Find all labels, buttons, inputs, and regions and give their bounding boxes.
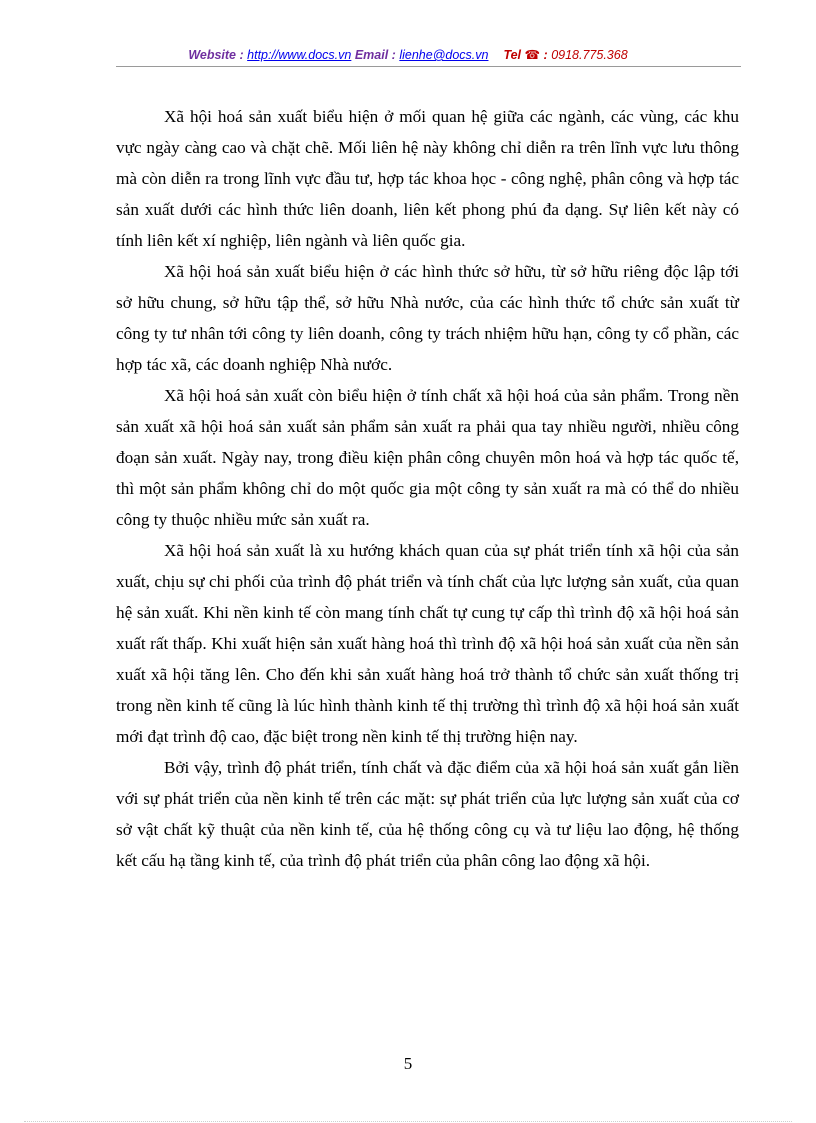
paragraph: Bởi vậy, trình độ phát triển, tính chất và đặc điểm của xã hội hoá sản xuất gắn liền với sự phát triển của nền kinh tế trên các mặt: sự phát triển của lực lượng sản xuất của cơ sở vật chất kỹ thuật của nền kinh tế, của hệ thống công cụ và tư liệu lao động, hệ thống kết cấu hạ tầng kinh tế, của trình độ phát triển của phân công lao động xã hội.: [116, 758, 739, 870]
paragraph: Xã hội hoá sản xuất là xu hướng khách quan của sự phát triển tính xã hội của sản xuất, chịu sự chi phối của trình độ phát triển và tính chất của lực lượng sản xuất, của quan hệ sản xuất. Khi nền kinh tế còn mang tính chất tự cung tự cấp thì trình độ xã hội hoá sản xuất rất thấp. Khi xuất hiện sản xuất hàng hoá thì trình độ xã hội hoá sản xuất của nền sản xuất xã hội tăng lên. Cho đến khi sản xuất hàng hoá trở thành tổ chức sản xuất thống trị trong nền kinh tế cũng là lúc hình thành kinh tế thị trường thì trình độ xã hội hoá sản xuất mới đạt trình độ cao, đặc biệt trong nền kinh tế thị trường hiện nay.: [116, 541, 739, 746]
page-header: [0, 47, 816, 62]
website-label: Website :: [188, 48, 244, 62]
email-label: Email :: [354, 48, 396, 62]
document-body: [116, 101, 739, 876]
footer-divider: [24, 1121, 792, 1122]
header-divider: [116, 66, 741, 67]
paragraph: Xã hội hoá sản xuất biểu hiện ở mối quan hệ giữa các ngành, các vùng, các khu vực ngày càng cao và chặt chẽ. Mối liên hệ này không chỉ diễn ra trên lĩnh vực lưu thông mà còn diễn ra trong lĩnh vực đầu tư, hợp tác khoa học - công nghệ, phân công và hợp tác sản xuất dưới các hình thức liên doanh, liên kết phong phú đa dạng. Sự liên kết này có tính liên kết xí nghiệp, liên ngành và liên quốc gia.: [116, 107, 739, 250]
website-link[interactable]: http://www.docs.vn: [247, 48, 352, 62]
page-number: 5: [403, 1054, 413, 1073]
tel-label: Tel ☎ :: [503, 48, 548, 62]
paragraph: Xã hội hoá sản xuất biểu hiện ở các hình thức sở hữu, từ sở hữu riêng độc lập tới sở hữu chung, sở hữu tập thể, sở hữu Nhà nước, của các hình thức tổ chức sản xuất từ công ty tư nhân tới công ty liên doanh, công ty trách nhiệm hữu hạn, công ty cổ phần, các hợp tác xã, các doanh nghiệp Nhà nước.: [116, 262, 739, 374]
tel-number: 0918.775.368: [551, 48, 628, 62]
email-link[interactable]: lienhe@docs.vn: [399, 48, 489, 62]
paragraph: Xã hội hoá sản xuất còn biểu hiện ở tính chất xã hội hoá của sản phẩm. Trong nền sản xuất xã hội hoá sản xuất sản phẩm sản xuất ra phải qua tay nhiều người, nhiều công đoạn sản xuất. Ngày nay, trong điều kiện phân công chuyên môn hoá và hợp tác quốc tế, thì một sản phẩm không chỉ do một quốc gia một công ty sản xuất ra mà có thể do nhiều công ty thuộc nhiều mức sản xuất ra.: [116, 386, 739, 529]
